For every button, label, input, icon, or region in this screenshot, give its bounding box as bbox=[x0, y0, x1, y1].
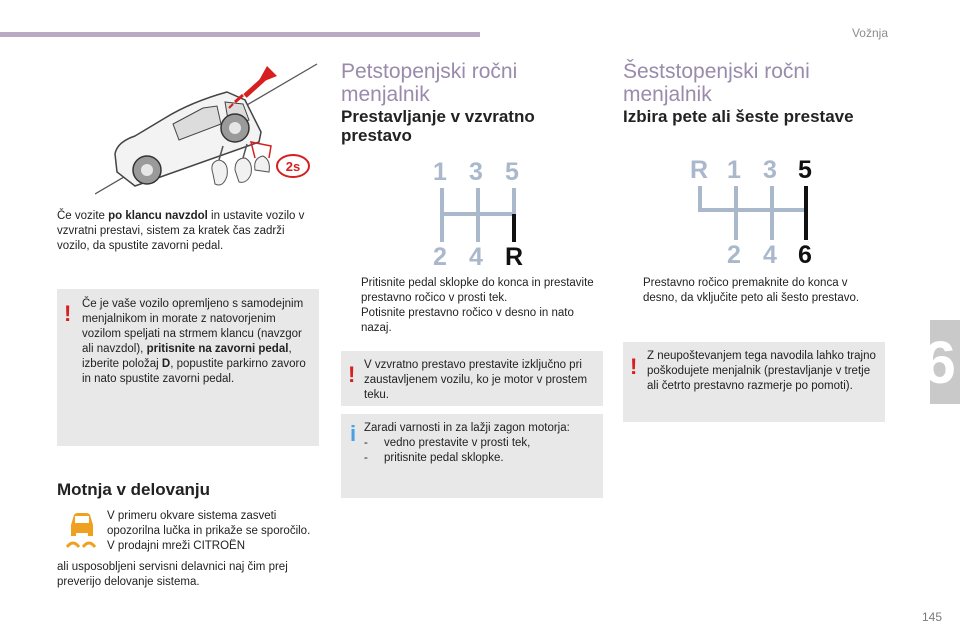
warning-icon: ! bbox=[348, 362, 356, 387]
six-speed-gear-diagram bbox=[680, 156, 820, 268]
list-item: Pritisnite pedal sklopke do konca in prestavite prestavno ročico v prosti tek. bbox=[361, 277, 594, 304]
gear-5: 5 bbox=[505, 158, 519, 186]
car-on-slope-illustration bbox=[95, 62, 320, 202]
list-item: Potisnite prestavno ročico v desno in nato nazaj. bbox=[361, 307, 574, 334]
gear-3: 3 bbox=[763, 156, 777, 184]
hold-duration-badge: 2s bbox=[285, 159, 301, 174]
reverse-steps-list bbox=[341, 276, 603, 336]
hill-intro-paragraph: Če vozite po klancu navzdol in ustavite vozilo v vzvratni prestavi, sistem za kratek čas zadrži vozilo, da spustite zavorni pedal. bbox=[57, 210, 305, 252]
top-color-bar bbox=[0, 32, 480, 37]
gear-reverse: R bbox=[505, 243, 524, 271]
warning-icon: ! bbox=[630, 354, 638, 379]
chapter-number: 6 bbox=[922, 329, 956, 396]
gear-reverse: R bbox=[690, 156, 709, 184]
page-number: 145 bbox=[921, 610, 942, 624]
info-icon: i bbox=[350, 421, 357, 446]
gear-1: 1 bbox=[433, 158, 447, 186]
list-item: - pritisnite pedal sklopke. bbox=[364, 452, 504, 464]
gear-6: 6 bbox=[798, 241, 812, 269]
five-speed-gear-diagram bbox=[420, 158, 540, 270]
running-head: Vožnja bbox=[851, 26, 888, 40]
gear-4: 4 bbox=[469, 243, 483, 271]
gear-2: 2 bbox=[727, 241, 741, 269]
gear-3: 3 bbox=[469, 158, 483, 186]
safety-info-content bbox=[364, 421, 596, 466]
list-item: Prestavno ročico premaknite do konca v desno, da vključite peto ali šesto prestavo. bbox=[643, 277, 860, 304]
auto-gearbox-warning-text: Če je vaše vozilo opremljeno s samodejnim menjalnikom in morate z natovorjenim vozilom speljati na strmem klancu (navzgor ali navzdol), pritisnite na zavorni pedal, izberite položaj D, popustite parkirno zavoro in nato spustite zavorni pedal. bbox=[82, 298, 306, 385]
six-speed-title: Šeststopenjski ročni menjalnik bbox=[623, 60, 810, 106]
fault-text-part2: ali usposobljeni servisni delavnici naj čim prej preverijo delovanje sistema. bbox=[57, 561, 288, 588]
gear-4: 4 bbox=[763, 241, 777, 269]
gear-5: 5 bbox=[798, 156, 812, 184]
safety-info-intro: Zaradi varnosti in za lažji zagon motorja: bbox=[364, 422, 570, 434]
gear-warning-text: Z neupoštevanjem tega navodila lahko trajno poškodujete menjalnik (prestavljanje v tretje ali četrto prestavno razmerje po pomoti). bbox=[647, 350, 876, 392]
gear-2: 2 bbox=[433, 243, 447, 271]
fault-section-title: Motnja v delovanju bbox=[57, 480, 211, 499]
fault-text-part1: V primeru okvare sistema zasveti opozorilna lučka in prikaže se sporočilo. V prodajni mreži CITROËN bbox=[107, 510, 311, 552]
warning-lamp-icon bbox=[63, 507, 99, 551]
list-item: - vedno prestavite v prosti tek, bbox=[364, 437, 531, 449]
five-speed-title: Petstopenjski ročni menjalnik bbox=[341, 60, 518, 106]
reverse-warning-text: V vzvratno prestavo prestavite izključno pri zaustavljenem vozilu, ko je motor v prostem teku. bbox=[364, 359, 588, 401]
warning-icon: ! bbox=[64, 301, 72, 326]
reverse-gear-subtitle: Prestavljanje v vzvratno prestavo bbox=[341, 107, 535, 145]
fifth-sixth-subtitle: Izbira pete ali šeste prestave bbox=[623, 107, 854, 126]
gear-1: 1 bbox=[727, 156, 741, 184]
